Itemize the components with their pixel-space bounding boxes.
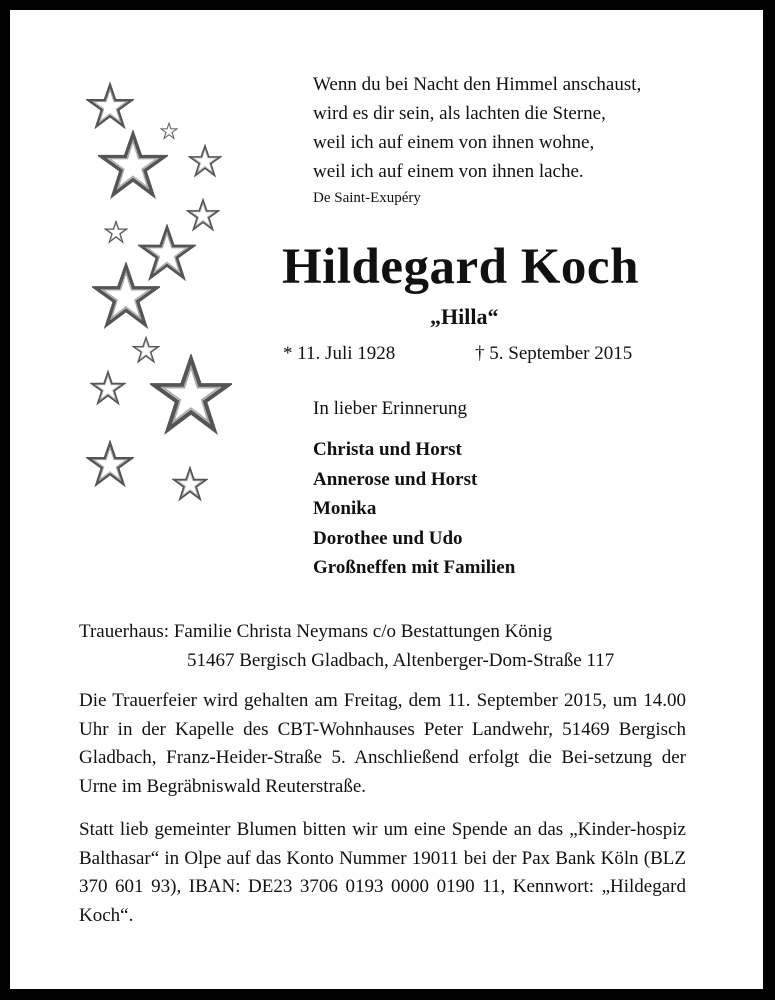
poem-line: weil ich auf einem von ihnen lache. xyxy=(313,161,584,182)
star-icon xyxy=(150,354,232,436)
obituary-notice xyxy=(10,10,763,989)
mourner: Annerose und Horst xyxy=(313,468,478,490)
poem xyxy=(313,70,733,186)
trauerhaus-address xyxy=(79,617,614,675)
poem-line: weil ich auf einem von ihnen wohne, xyxy=(313,132,595,153)
star-icon xyxy=(104,220,128,244)
memory-label: In lieber Erinnerung xyxy=(313,398,468,419)
star-icon xyxy=(172,466,208,502)
ceremony-paragraph: Die Trauerfeier wird gehalten am Freitag, dem 11. September 2015, um 14.00 Uhr in der Kapelle des CBT-Wohnhauses Peter Landwehr, 51469 Bergisch Gladbach, Franz-Heider-Straße 5. Anschließend erfolgt die Bei-setzung der Urne im Begräbniswald Reuterstraße. xyxy=(79,690,686,797)
star-icon xyxy=(90,370,126,406)
star-icon xyxy=(86,82,134,130)
mourners-list xyxy=(313,435,515,583)
star-icon xyxy=(92,262,160,330)
mourner: Christa und Horst xyxy=(313,439,462,460)
deceased-name: Hildegard Koch xyxy=(282,239,639,295)
birth-date: * 11. Juli 1928 xyxy=(283,343,396,364)
poem-line: Wenn du bei Nacht den Himmel anschaust, xyxy=(313,74,642,95)
donation-paragraph: Statt lieb gemeinter Blumen bitten wir um eine Spende an das „Kinder-hospiz Balthasar“ in Olpe auf das Konto Nummer 19011 bei der Pax Bank Köln (BLZ 370 601 93), IBAN: DE23 3706 0193 0000 0190 11, Kennwort: „Hildegard Koch“. xyxy=(79,819,686,926)
poem-author: De Saint-Exupéry xyxy=(313,190,421,206)
star-icon xyxy=(188,144,222,178)
poem-line: wird es dir sein, als lachten die Sterne, xyxy=(313,103,606,124)
mourner: Großneffen mit Familien xyxy=(313,557,516,578)
star-icon xyxy=(86,440,134,488)
trauerhaus-line: 51467 Bergisch Gladbach, Altenberger-Dom-Straße 117 xyxy=(187,650,615,671)
deceased-nickname: „Hilla“ xyxy=(430,304,499,329)
star-icon xyxy=(98,130,168,200)
death-date: † 5. September 2015 xyxy=(475,343,633,364)
star-decoration xyxy=(80,72,220,592)
mourner: Monika xyxy=(313,498,377,519)
trauerhaus-line: Trauerhaus: Familie Christa Neymans c/o Bestattungen König xyxy=(79,621,553,642)
mourner: Dorothee und Udo xyxy=(313,527,463,549)
